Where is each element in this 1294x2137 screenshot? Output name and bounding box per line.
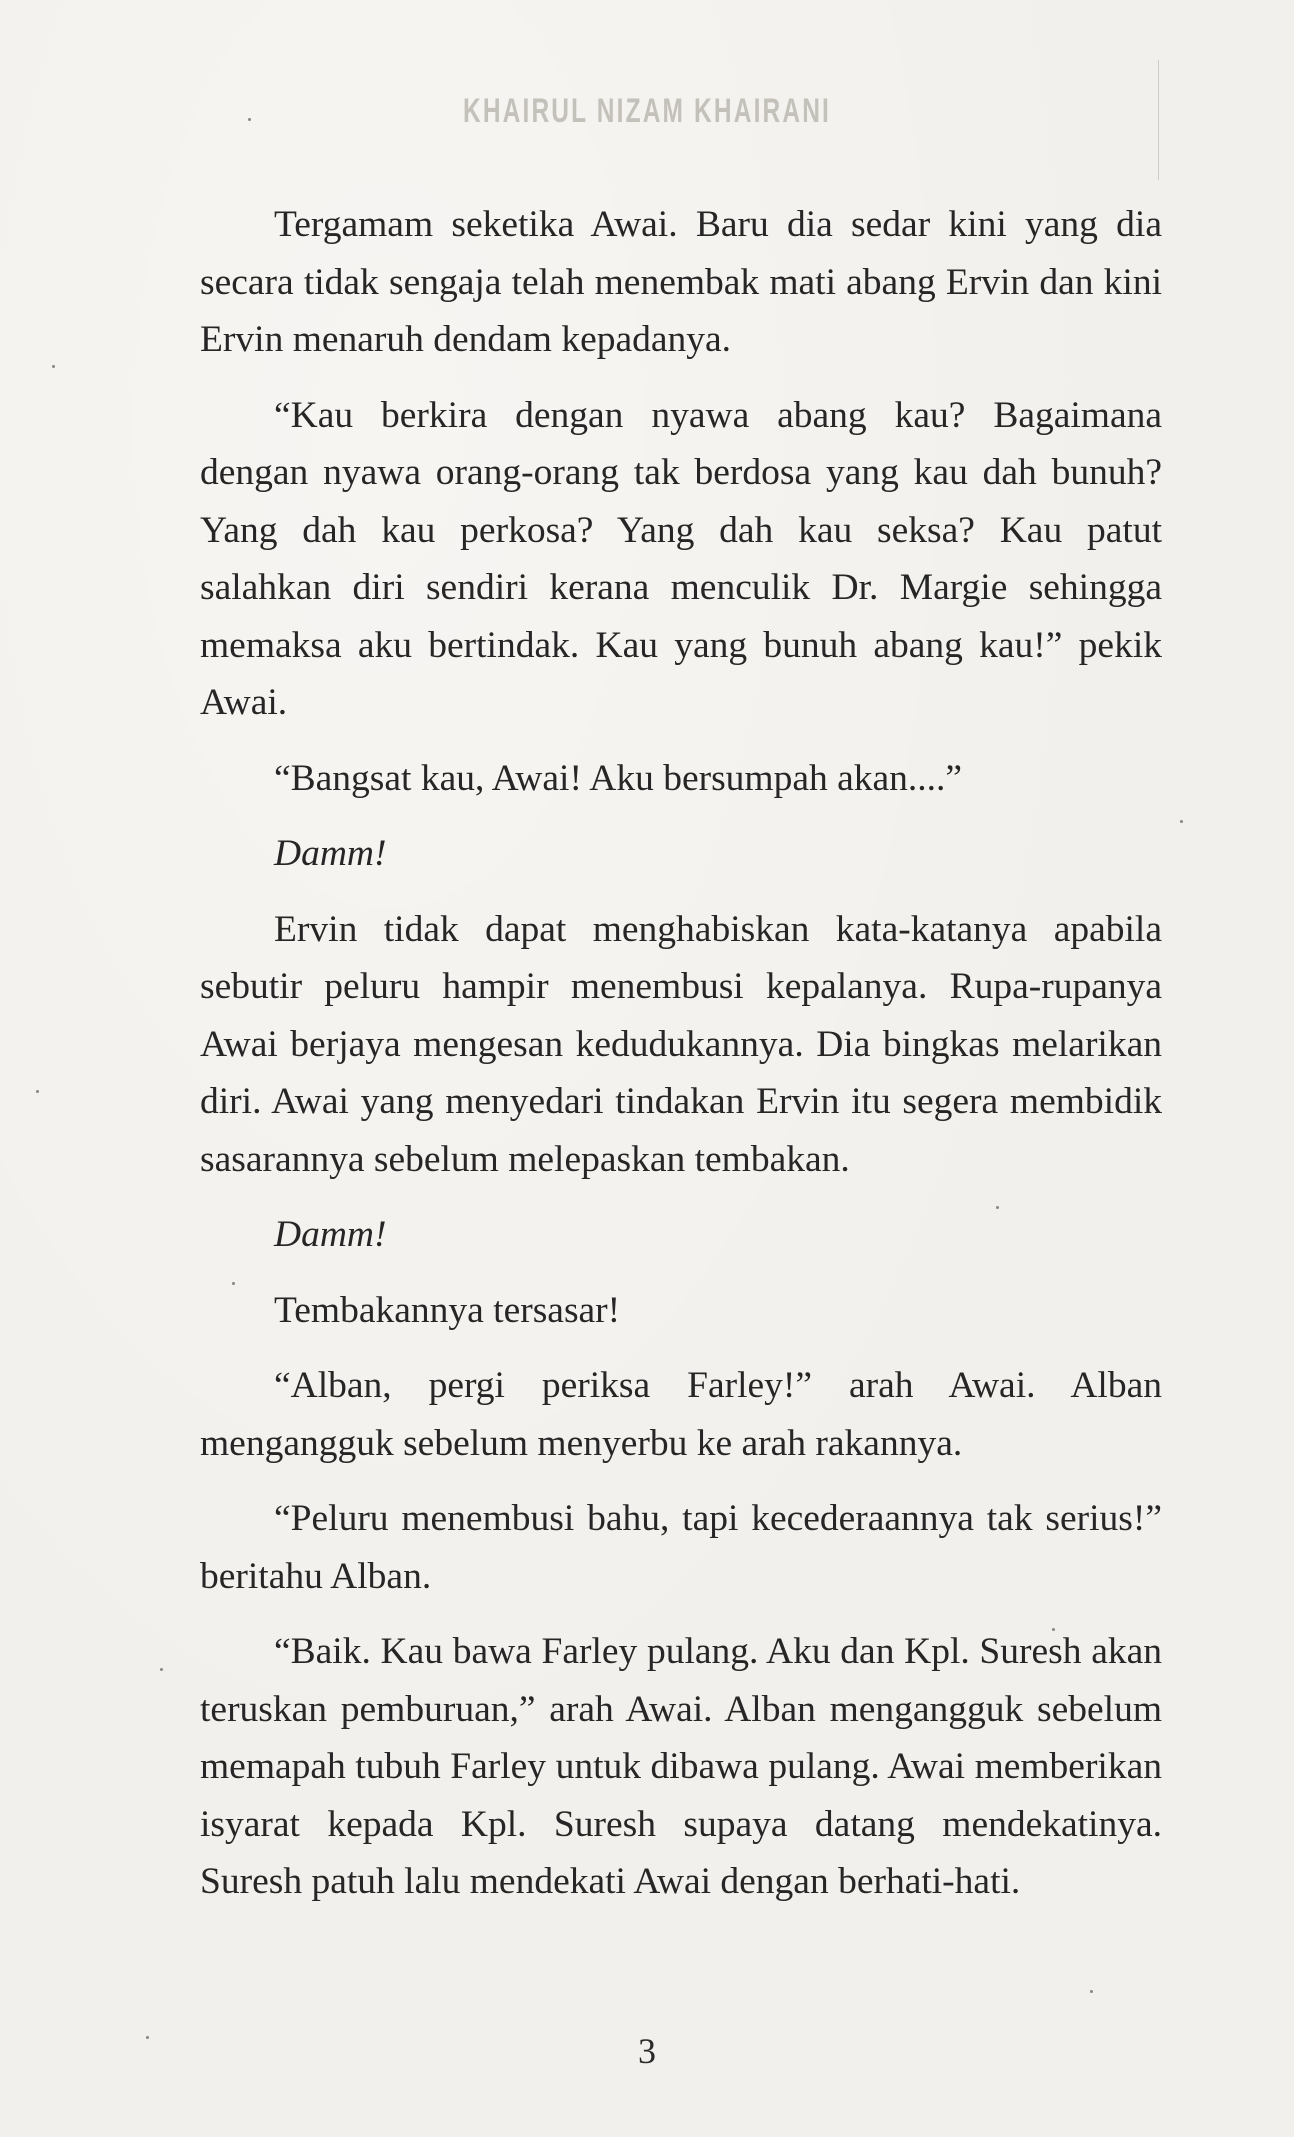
- paragraph: “Baik. Kau bawa Farley pulang. Aku dan Kpl. Suresh akan teruskan pemburuan,” arah Awai. Alban mengangguk sebelum memapah tubuh Farley untuk dibawa pulang. Awai memberikan isyarat kepada Kpl. Suresh supaya datang mendekatinya. Suresh patuh lalu mendekati Awai dengan berhati-hati.: [200, 1631, 1162, 1902]
- dust-speck: [1180, 820, 1183, 823]
- paragraph: “Peluru menembusi bahu, tapi kecederaannya tak serius!” beritahu Alban.: [200, 1498, 1162, 1597]
- paragraph: Tergamam seketika Awai. Baru dia sedar kini yang dia secara tidak sengaja telah menembak mati abang Ervin dan kini Ervin menaruh dendam kepadanya.: [200, 204, 1162, 360]
- page-number: 3: [638, 2031, 656, 2071]
- paragraph: “Alban, pergi periksa Farley!” arah Awai. Alban mengangguk sebelum menyerbu ke arah rakannya.: [200, 1365, 1162, 1464]
- running-header: KHAIRUL NIZAM KHAIRANI: [462, 92, 832, 130]
- dust-speck: [1090, 1990, 1093, 1993]
- dust-speck: [160, 1668, 163, 1671]
- dust-speck: [146, 2036, 149, 2039]
- paragraph: “Kau berkira dengan nyawa abang kau? Bagaimana dengan nyawa orang-orang tak berdosa yang kau dah bunuh? Yang dah kau perkosa? Yang dah kau seksa? Kau patut salahkan diri sendiri kerana menculik Dr. Margie sehingga memaksa aku bertindak. Kau yang bunuh abang kau!” pekik Awai.: [200, 394, 1162, 723]
- dust-speck: [1052, 1628, 1055, 1631]
- paragraph-italic: Damm!: [274, 1214, 387, 1255]
- paragraph: “Bangsat kau, Awai! Aku bersumpah akan....”: [274, 757, 963, 799]
- dust-speck: [232, 1282, 235, 1285]
- dust-speck: [996, 1206, 999, 1209]
- paragraph: Tembakannya tersasar!: [274, 1289, 621, 1331]
- dust-speck: [36, 1090, 39, 1093]
- dust-speck: [52, 365, 55, 368]
- dust-speck: [248, 118, 251, 121]
- paragraph: Ervin tidak dapat menghabiskan kata-katanya apabila sebutir peluru hampir menembusi kepalanya. Rupa-rupanya Awai berjaya mengesan kedudukannya. Dia bingkas melarikan diri. Awai yang menyedari tindakan Ervin itu segera membidik sasarannya sebelum melepaskan tembakan.: [200, 908, 1162, 1180]
- body-text: [200, 196, 1162, 1929]
- paragraph-italic: Damm!: [274, 833, 387, 874]
- scan-artifact-line: [1158, 60, 1159, 180]
